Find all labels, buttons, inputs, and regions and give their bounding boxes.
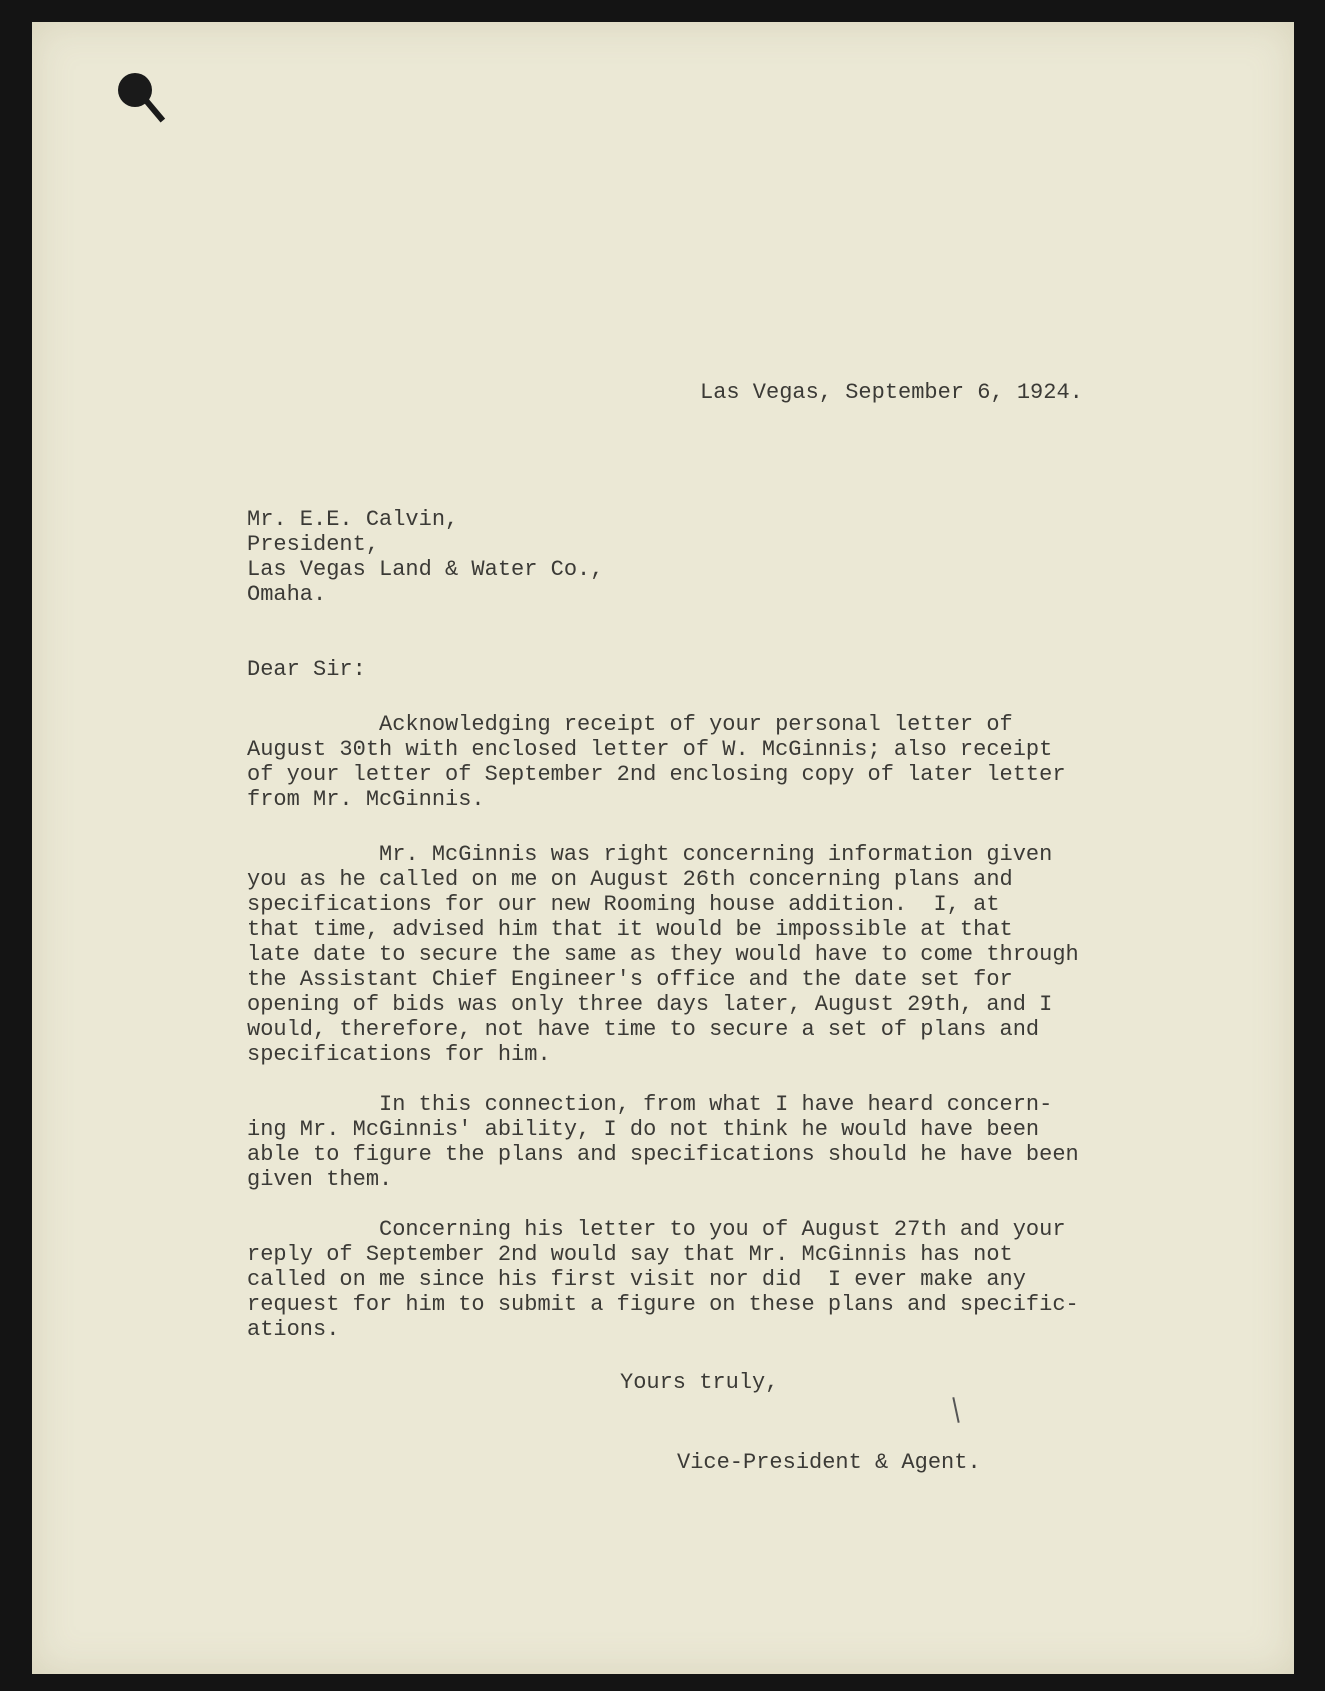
salutation: Dear Sir: [247,657,366,682]
paragraph-line: would, therefore, not have time to secure a set of plans and [247,1017,1040,1042]
paragraph-line: specifications for our new Rooming house addition. I, at [247,892,1000,917]
recipient-title: President, [247,532,380,557]
recipient-city: Omaha. [247,582,327,607]
signature-title: Vice-President & Agent. [677,1450,981,1475]
paragraph-line: the Assistant Chief Engineer's office and the date set for [247,967,1013,992]
paragraph-line: ations. [247,1317,340,1342]
paragraph-line: ing Mr. McGinnis' ability, I do not think he would have been [247,1117,1040,1142]
paragraph-line: specifications for him. [247,1042,551,1067]
paragraph-line: from Mr. McGinnis. [247,787,485,812]
paragraph-line: of your letter of September 2nd enclosing copy of later letter [247,762,1066,787]
paragraph-line: you as he called on me on August 26th concerning plans and [247,867,1013,892]
paragraph-line: given them. [247,1167,393,1192]
paragraph-line: that time, advised him that it would be impossible at that [247,917,1013,942]
dateline: Las Vegas, September 6, 1924. [700,380,1083,405]
paragraph-line: Concerning his letter to you of August 27th and your [247,1217,1066,1242]
paragraph-line: August 30th with enclosed letter of W. McGinnis; also receipt [247,737,1053,762]
paragraph-line: request for him to submit a figure on these plans and specific- [247,1292,1079,1317]
paragraph-line: opening of bids was only three days later, August 29th, and I [247,992,1053,1017]
paragraph-line: Mr. McGinnis was right concerning information given [247,842,1053,867]
closing: Yours truly, [620,1370,779,1395]
paragraph-line: called on me since his first visit nor did I ever make any [247,1267,1026,1292]
recipient-company: Las Vegas Land & Water Co., [247,557,604,582]
recipient-name: Mr. E.E. Calvin, [247,507,459,532]
paragraph-line: In this connection, from what I have heard concern- [247,1092,1053,1117]
paragraph-line: able to figure the plans and specifications should he have been [247,1142,1079,1167]
paragraph-line: reply of September 2nd would say that Mr. McGinnis has not [247,1242,1013,1267]
paragraph-line: Acknowledging receipt of your personal letter of [247,712,1013,737]
paragraph-line: late date to secure the same as they would have to come through [247,942,1079,967]
